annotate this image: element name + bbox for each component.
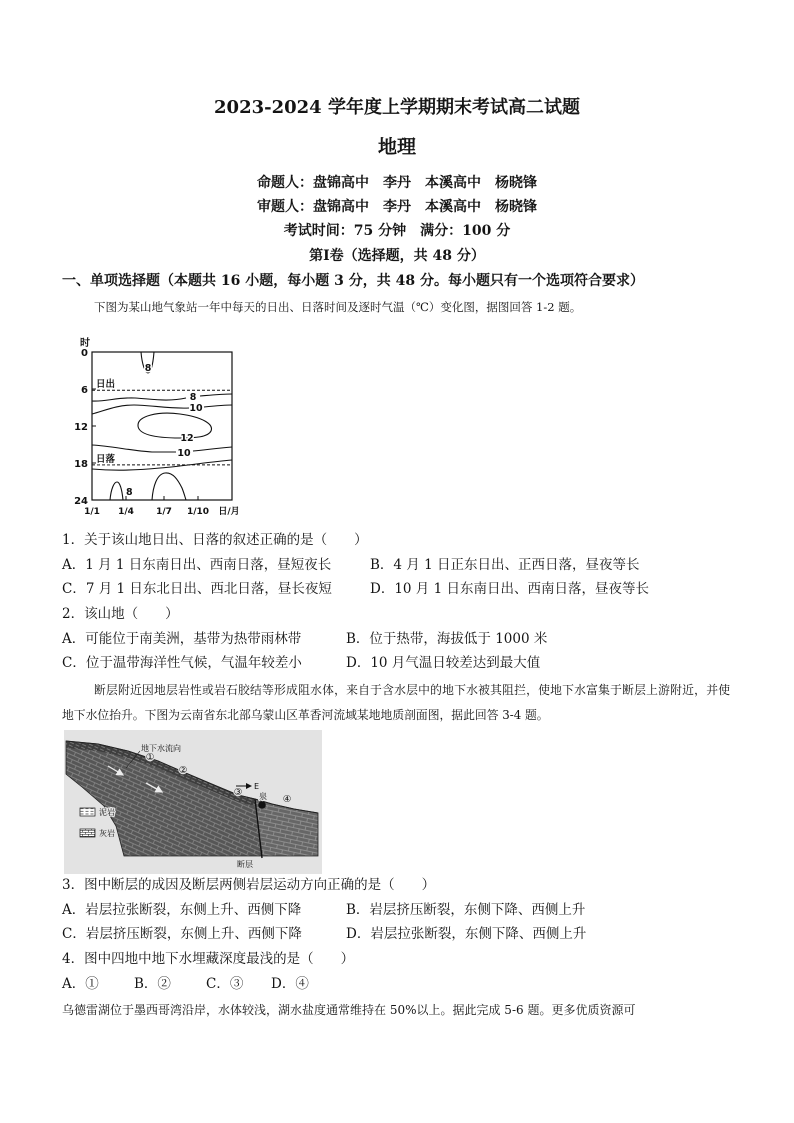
sunrise-label: 日出 bbox=[96, 379, 116, 391]
x-axis-title: 日/月 bbox=[218, 507, 240, 517]
groundwater-flow-label: 地下水流向 bbox=[141, 744, 181, 753]
question-3-option-b: B．岩层挤压断裂，东侧下降、西侧上升 bbox=[346, 902, 586, 918]
spring-label: 泉 bbox=[259, 792, 267, 801]
x-tick-label: 1/4 bbox=[118, 507, 134, 517]
x-tick-label: 1/10 bbox=[186, 507, 210, 517]
y-tick-label: 24 bbox=[74, 496, 88, 507]
y-tick-label: 0 bbox=[81, 348, 88, 359]
question-2-option-a: A．可能位于南美洲，基带为热带雨林带 bbox=[62, 631, 302, 647]
question-4-option-b: B．② bbox=[134, 976, 171, 992]
question-3-stem: 3．图中断层的成因及断层两侧岩层运动方向正确的是（ ） bbox=[62, 877, 436, 893]
question-2-option-d: D．10 月气温日较差达到最大值 bbox=[346, 655, 541, 671]
spring-marker bbox=[258, 801, 266, 809]
question-1-option-b: B．4 月 1 日正东日出、正西日落，昼夜等长 bbox=[370, 557, 640, 573]
question-reviewers: 审题人：盘锦高中 李丹 本溪高中 杨晓锋 bbox=[257, 199, 537, 215]
question-3-option-d: D．岩层拉张断裂，东侧下降、西侧上升 bbox=[346, 926, 587, 942]
question-1-stem: 1．关于该山地日出、日落的叙述正确的是（ ） bbox=[62, 532, 368, 548]
y-tick-label: 6 bbox=[81, 385, 88, 396]
point-1-label: ① bbox=[145, 752, 155, 763]
part-title: 第Ⅰ卷（选择题，共 48 分） bbox=[309, 248, 485, 264]
direction-label: E bbox=[254, 782, 260, 791]
isotherm-label: 10 bbox=[189, 403, 203, 414]
isotherm-line bbox=[92, 445, 232, 452]
question-2-option-b: B．位于热带，海拔低于 1000 米 bbox=[346, 631, 548, 647]
exam-time-and-score: 考试时间：75 分钟 满分：100 分 bbox=[283, 223, 511, 239]
question-4-option-a: A．① bbox=[62, 976, 99, 992]
question-4-stem: 4．图中四地中地下水埋藏深度最浅的是（ ） bbox=[62, 951, 355, 967]
point-2-label: ② bbox=[178, 765, 188, 776]
intro-questions-5-6: 乌德雷湖位于墨西哥湾沿岸，水体较浅，湖水盐度通常维持在 50%以上。据此完成 5-6 题。更多优质资源可 bbox=[62, 1003, 636, 1017]
isotherm-label: 8 bbox=[189, 392, 197, 403]
question-1-option-d: D．10 月 1 日东南日出、西南日落，昼夜等长 bbox=[370, 581, 649, 597]
isotherm-line bbox=[92, 394, 232, 401]
fault-label: 断层 bbox=[237, 860, 253, 869]
y-axis-title: 时 bbox=[80, 338, 90, 349]
geologic-cross-section bbox=[64, 730, 322, 874]
y-tick-label: 18 bbox=[74, 459, 88, 470]
legend-limestone-swatch bbox=[80, 829, 95, 837]
isotherm-label: 8 bbox=[126, 487, 133, 498]
section-heading: 一、单项选择题（本题共 16 小题，每小题 3 分，共 48 分。每小题只有一个选项符合要求） bbox=[62, 273, 644, 289]
point-4-label: ④ bbox=[282, 794, 292, 805]
exam-title: 2023-2024 学年度上学期期末考试高二试题 bbox=[214, 97, 580, 118]
intro-questions-1-2: 下图为某山地气象站一年中每天的日出、日落时间及逐时气温（℃）变化图，据图回答 1-2 题。 bbox=[94, 300, 582, 314]
isotherm-label: 10 bbox=[177, 448, 191, 459]
question-1-option-c: C．7 月 1 日东北日出、西北日落，昼长夜短 bbox=[62, 581, 332, 597]
question-4-option-c: C．③ bbox=[206, 976, 244, 992]
legend-mudstone-swatch bbox=[80, 808, 95, 816]
isotherm-line bbox=[110, 482, 123, 500]
isotherm-line bbox=[92, 405, 232, 414]
isotherm-line bbox=[152, 473, 186, 500]
question-2-option-c: C．位于温带海洋性气候，气温年较差小 bbox=[62, 655, 302, 671]
question-4-option-d: D．④ bbox=[271, 976, 309, 992]
x-tick-label: 1/1 bbox=[84, 507, 100, 517]
sunset-label: 日落 bbox=[96, 453, 116, 465]
legend-mudstone-label: 泥岩 bbox=[99, 808, 115, 817]
isotherm-label: 8 bbox=[144, 363, 152, 374]
intro-questions-3-4: 断层附近因地层岩性或岩石胶结等形成阻水体，来自于含水层中的地下水被其阻拦，使地下水富集于断层上游附近，并使地下水位抬升。下图为云南省东北部乌蒙山区革香河流域某地地质剖面图，据此回答 3-4 题。 bbox=[62, 683, 730, 722]
sunrise-sunset-temperature-chart bbox=[74, 330, 246, 522]
x-tick-label: 1/7 bbox=[156, 507, 172, 517]
subject-title: 地理 bbox=[377, 136, 416, 158]
question-setters: 命题人：盘锦高中 李丹 本溪高中 杨晓锋 bbox=[257, 175, 537, 191]
legend-limestone-label: 灰岩 bbox=[99, 829, 115, 838]
isotherm-line bbox=[138, 413, 211, 438]
question-2-stem: 2．该山地（ ） bbox=[62, 606, 179, 622]
point-3-label: ③ bbox=[233, 787, 243, 798]
y-tick-label: 12 bbox=[74, 422, 88, 433]
question-3-option-a: A．岩层拉张断裂，东侧上升、西侧下降 bbox=[62, 902, 302, 918]
isotherm-label: 12 bbox=[180, 433, 194, 444]
question-1-option-a: A．1 月 1 日东南日出、西南日落，昼短夜长 bbox=[62, 557, 332, 573]
question-3-option-c: C．岩层挤压断裂，东侧上升、西侧下降 bbox=[62, 926, 302, 942]
